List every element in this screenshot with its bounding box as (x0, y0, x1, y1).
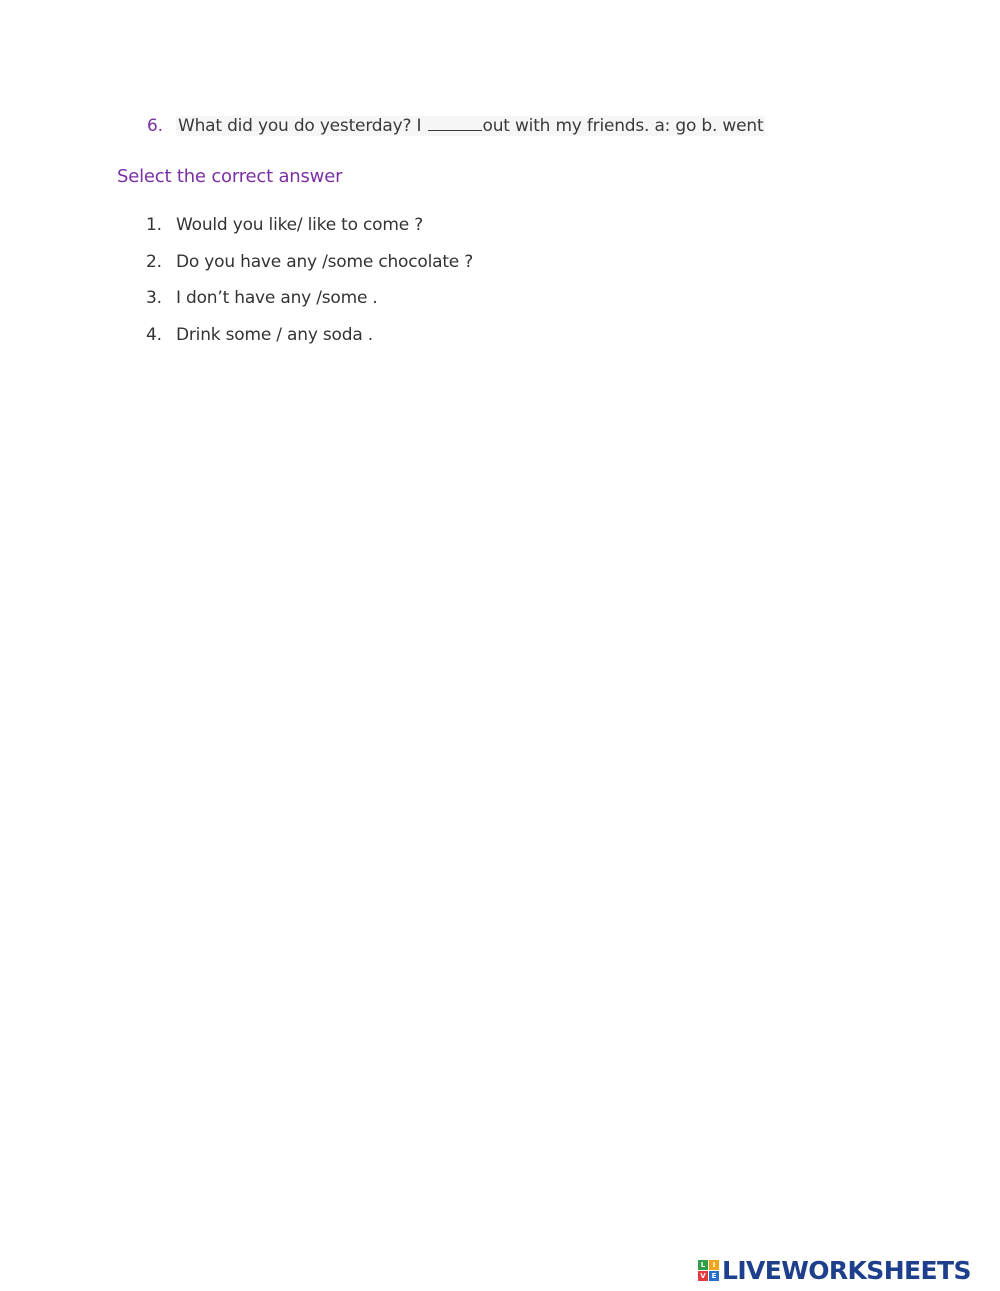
list-item (146, 252, 473, 289)
list-item (146, 288, 473, 325)
question-text-before-blank: What did you do yesterday? I (178, 116, 427, 136)
question-number: 6. (147, 116, 163, 136)
question-text-after-blank: out with my friends. a: go b. went (482, 116, 764, 136)
section-title: Select the correct answer (117, 166, 343, 187)
question-6 (147, 116, 765, 136)
logo-text: LIVEWORKSHEETS (722, 1256, 971, 1285)
item-number: 1. (146, 215, 162, 235)
list-item (146, 325, 473, 362)
item-text: Do you have any /some chocolate ? (176, 251, 474, 272)
exercise-list (146, 215, 473, 361)
item-text: I don’t have any /some . (176, 288, 378, 308)
logo-icon-letter-l: L (698, 1260, 708, 1270)
logo-icon-letter-v: V (698, 1271, 708, 1281)
item-text: Would you like/ like to come ? (176, 215, 424, 235)
question-text (176, 116, 765, 136)
item-text: Drink some / any soda . (176, 324, 373, 345)
logo-icon (698, 1260, 719, 1281)
item-number: 3. (146, 288, 162, 308)
item-number: 2. (146, 251, 162, 272)
liveworksheets-logo (698, 1256, 971, 1285)
item-number: 4. (146, 324, 162, 345)
list-item (146, 215, 473, 252)
logo-icon-letter-e: E (709, 1271, 719, 1281)
answer-blank (428, 118, 482, 131)
logo-icon-letter-i: I (709, 1260, 719, 1270)
